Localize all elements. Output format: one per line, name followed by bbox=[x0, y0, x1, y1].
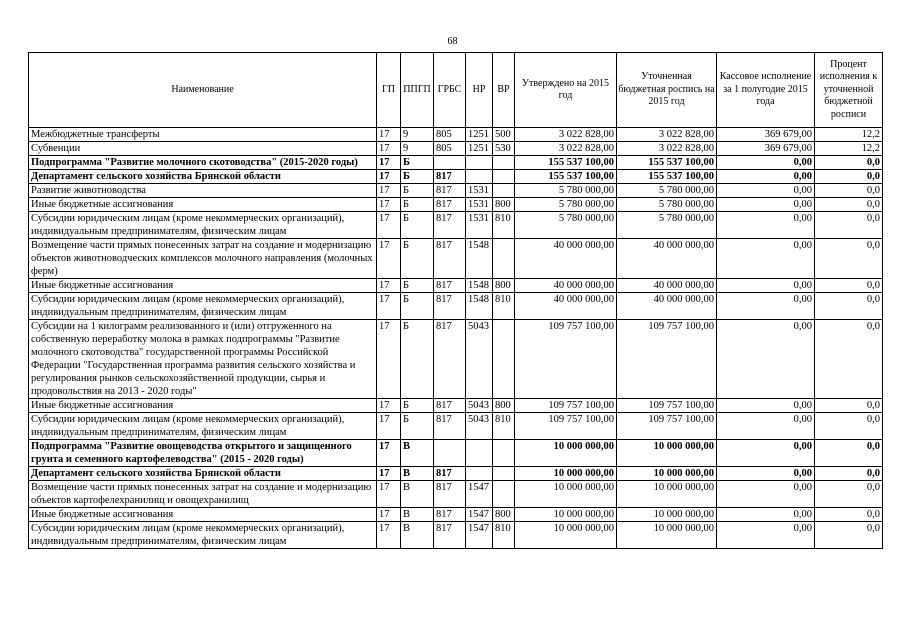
cell-name: Субвенции bbox=[29, 142, 377, 156]
cell-cash: 0,00 bbox=[717, 522, 815, 549]
cell-revised: 10 000 000,00 bbox=[617, 481, 717, 508]
cell-gp: 17 bbox=[377, 198, 401, 212]
table-row bbox=[29, 279, 883, 293]
cell-name: Иные бюджетные ассигнования bbox=[29, 198, 377, 212]
cell-ppgp: 9 bbox=[401, 142, 434, 156]
cell-vr bbox=[493, 320, 515, 399]
cell-cash: 369 679,00 bbox=[717, 128, 815, 142]
cell-percent: 0,0 bbox=[815, 508, 883, 522]
cell-cash: 0,00 bbox=[717, 399, 815, 413]
cell-grbs: 817 bbox=[434, 522, 466, 549]
cell-grbs: 817 bbox=[434, 467, 466, 481]
cell-ppgp: Б bbox=[401, 399, 434, 413]
table-row bbox=[29, 508, 883, 522]
cell-approved: 10 000 000,00 bbox=[515, 440, 617, 467]
cell-ppgp: В bbox=[401, 440, 434, 467]
cell-approved: 10 000 000,00 bbox=[515, 467, 617, 481]
cell-revised: 10 000 000,00 bbox=[617, 522, 717, 549]
cell-nr bbox=[466, 467, 493, 481]
header-vr: ВР bbox=[493, 53, 515, 128]
cell-revised: 10 000 000,00 bbox=[617, 467, 717, 481]
cell-revised: 40 000 000,00 bbox=[617, 293, 717, 320]
cell-nr bbox=[466, 440, 493, 467]
cell-name: Возмещение части прямых понесенных затрат на создание и модернизацию объектов животноводческих комплексов молочного направления (молочных ферм) bbox=[29, 239, 377, 279]
cell-gp: 17 bbox=[377, 212, 401, 239]
cell-percent: 0,0 bbox=[815, 239, 883, 279]
cell-grbs: 817 bbox=[434, 320, 466, 399]
cell-revised: 10 000 000,00 bbox=[617, 508, 717, 522]
cell-gp: 17 bbox=[377, 293, 401, 320]
budget-table bbox=[28, 52, 883, 549]
header-gp: ГП bbox=[377, 53, 401, 128]
table-row bbox=[29, 128, 883, 142]
cell-approved: 5 780 000,00 bbox=[515, 212, 617, 239]
cell-gp: 17 bbox=[377, 399, 401, 413]
table-row bbox=[29, 198, 883, 212]
cell-cash: 0,00 bbox=[717, 279, 815, 293]
cell-percent: 12,2 bbox=[815, 128, 883, 142]
table-row bbox=[29, 142, 883, 156]
cell-percent: 0,0 bbox=[815, 522, 883, 549]
cell-name: Межбюджетные трансферты bbox=[29, 128, 377, 142]
cell-percent: 0,0 bbox=[815, 399, 883, 413]
cell-vr: 500 bbox=[493, 128, 515, 142]
cell-name: Подпрограмма "Развитие овощеводства открытого и защищенного грунта и семенного картофелеводства" (2015 - 2020 годы) bbox=[29, 440, 377, 467]
header-nr: НР bbox=[466, 53, 493, 128]
cell-grbs: 817 bbox=[434, 239, 466, 279]
cell-nr: 1531 bbox=[466, 212, 493, 239]
cell-ppgp: Б bbox=[401, 198, 434, 212]
cell-revised: 109 757 100,00 bbox=[617, 320, 717, 399]
cell-nr: 5043 bbox=[466, 399, 493, 413]
cell-vr: 810 bbox=[493, 293, 515, 320]
table-row bbox=[29, 440, 883, 467]
cell-approved: 3 022 828,00 bbox=[515, 128, 617, 142]
cell-gp: 17 bbox=[377, 279, 401, 293]
cell-nr: 1531 bbox=[466, 184, 493, 198]
cell-approved: 40 000 000,00 bbox=[515, 293, 617, 320]
cell-vr: 530 bbox=[493, 142, 515, 156]
cell-approved: 155 537 100,00 bbox=[515, 170, 617, 184]
cell-percent: 0,0 bbox=[815, 156, 883, 170]
cell-nr: 5043 bbox=[466, 413, 493, 440]
cell-gp: 17 bbox=[377, 239, 401, 279]
table-header-row bbox=[29, 53, 883, 128]
cell-name: Субсидии юридическим лицам (кроме некоммерческих организаций), индивидуальным предпринимателям, физическим лицам bbox=[29, 293, 377, 320]
cell-gp: 17 bbox=[377, 481, 401, 508]
cell-nr bbox=[466, 170, 493, 184]
cell-cash: 0,00 bbox=[717, 156, 815, 170]
cell-approved: 109 757 100,00 bbox=[515, 399, 617, 413]
cell-ppgp: Б bbox=[401, 279, 434, 293]
cell-grbs: 817 bbox=[434, 279, 466, 293]
table-row bbox=[29, 399, 883, 413]
cell-ppgp: В bbox=[401, 481, 434, 508]
cell-cash: 0,00 bbox=[717, 293, 815, 320]
cell-percent: 0,0 bbox=[815, 440, 883, 467]
header-grbs: ГРБС bbox=[434, 53, 466, 128]
cell-nr: 1547 bbox=[466, 522, 493, 549]
cell-name: Иные бюджетные ассигнования bbox=[29, 279, 377, 293]
table-body bbox=[29, 128, 883, 549]
cell-percent: 0,0 bbox=[815, 279, 883, 293]
cell-revised: 155 537 100,00 bbox=[617, 156, 717, 170]
cell-vr bbox=[493, 467, 515, 481]
cell-vr: 800 bbox=[493, 508, 515, 522]
cell-grbs: 817 bbox=[434, 212, 466, 239]
table-row bbox=[29, 522, 883, 549]
table-row bbox=[29, 293, 883, 320]
cell-revised: 40 000 000,00 bbox=[617, 279, 717, 293]
cell-revised: 5 780 000,00 bbox=[617, 184, 717, 198]
cell-ppgp: В bbox=[401, 467, 434, 481]
cell-ppgp: Б bbox=[401, 413, 434, 440]
cell-approved: 10 000 000,00 bbox=[515, 508, 617, 522]
cell-vr: 810 bbox=[493, 413, 515, 440]
cell-nr bbox=[466, 156, 493, 170]
cell-revised: 3 022 828,00 bbox=[617, 128, 717, 142]
cell-cash: 0,00 bbox=[717, 198, 815, 212]
table-row bbox=[29, 481, 883, 508]
cell-grbs: 805 bbox=[434, 142, 466, 156]
cell-cash: 0,00 bbox=[717, 481, 815, 508]
cell-percent: 0,0 bbox=[815, 198, 883, 212]
cell-vr: 810 bbox=[493, 212, 515, 239]
cell-cash: 369 679,00 bbox=[717, 142, 815, 156]
header-name: Наименование bbox=[29, 53, 377, 128]
cell-cash: 0,00 bbox=[717, 212, 815, 239]
cell-cash: 0,00 bbox=[717, 508, 815, 522]
cell-cash: 0,00 bbox=[717, 170, 815, 184]
cell-nr: 1547 bbox=[466, 481, 493, 508]
table-row bbox=[29, 156, 883, 170]
cell-grbs: 817 bbox=[434, 413, 466, 440]
cell-vr bbox=[493, 481, 515, 508]
cell-cash: 0,00 bbox=[717, 184, 815, 198]
cell-name: Иные бюджетные ассигнования bbox=[29, 508, 377, 522]
cell-approved: 5 780 000,00 bbox=[515, 184, 617, 198]
header-revised: Уточненная бюджетная роспись на 2015 год bbox=[617, 53, 717, 128]
cell-revised: 40 000 000,00 bbox=[617, 239, 717, 279]
cell-percent: 0,0 bbox=[815, 467, 883, 481]
table-row bbox=[29, 212, 883, 239]
cell-percent: 0,0 bbox=[815, 184, 883, 198]
cell-name: Субсидии юридическим лицам (кроме некоммерческих организаций), индивидуальным предпринимателям, физическим лицам bbox=[29, 522, 377, 549]
cell-approved: 40 000 000,00 bbox=[515, 279, 617, 293]
cell-revised: 109 757 100,00 bbox=[617, 399, 717, 413]
cell-grbs: 817 bbox=[434, 481, 466, 508]
cell-percent: 0,0 bbox=[815, 170, 883, 184]
cell-percent: 0,0 bbox=[815, 413, 883, 440]
cell-name: Возмещение части прямых понесенных затрат на создание и модернизацию объектов картофелехранилищ и овощехранилищ bbox=[29, 481, 377, 508]
cell-gp: 17 bbox=[377, 440, 401, 467]
cell-vr: 800 bbox=[493, 399, 515, 413]
table-row bbox=[29, 170, 883, 184]
header-ppgp: ППГП bbox=[401, 53, 434, 128]
cell-nr: 5043 bbox=[466, 320, 493, 399]
cell-revised: 155 537 100,00 bbox=[617, 170, 717, 184]
cell-revised: 5 780 000,00 bbox=[617, 212, 717, 239]
cell-percent: 12,2 bbox=[815, 142, 883, 156]
cell-revised: 3 022 828,00 bbox=[617, 142, 717, 156]
cell-nr: 1548 bbox=[466, 279, 493, 293]
cell-ppgp: 9 bbox=[401, 128, 434, 142]
cell-name: Подпрограмма "Развитие молочного скотоводства" (2015-2020 годы) bbox=[29, 156, 377, 170]
cell-name: Иные бюджетные ассигнования bbox=[29, 399, 377, 413]
cell-revised: 5 780 000,00 bbox=[617, 198, 717, 212]
cell-approved: 109 757 100,00 bbox=[515, 413, 617, 440]
cell-gp: 17 bbox=[377, 467, 401, 481]
cell-percent: 0,0 bbox=[815, 320, 883, 399]
cell-grbs bbox=[434, 440, 466, 467]
cell-gp: 17 bbox=[377, 170, 401, 184]
cell-grbs bbox=[434, 156, 466, 170]
cell-nr: 1251 bbox=[466, 128, 493, 142]
cell-percent: 0,0 bbox=[815, 293, 883, 320]
cell-vr bbox=[493, 156, 515, 170]
cell-cash: 0,00 bbox=[717, 413, 815, 440]
cell-grbs: 817 bbox=[434, 198, 466, 212]
cell-approved: 109 757 100,00 bbox=[515, 320, 617, 399]
page-number: 68 bbox=[447, 36, 458, 47]
cell-ppgp: Б bbox=[401, 212, 434, 239]
cell-cash: 0,00 bbox=[717, 320, 815, 399]
cell-grbs: 817 bbox=[434, 399, 466, 413]
cell-nr: 1547 bbox=[466, 508, 493, 522]
cell-name: Субсидии юридическим лицам (кроме некоммерческих организаций), индивидуальным предпринимателям, физическим лицам bbox=[29, 413, 377, 440]
cell-approved: 40 000 000,00 bbox=[515, 239, 617, 279]
cell-approved: 3 022 828,00 bbox=[515, 142, 617, 156]
cell-gp: 17 bbox=[377, 508, 401, 522]
cell-revised: 10 000 000,00 bbox=[617, 440, 717, 467]
table-row bbox=[29, 467, 883, 481]
cell-grbs: 817 bbox=[434, 184, 466, 198]
cell-vr: 800 bbox=[493, 279, 515, 293]
cell-gp: 17 bbox=[377, 156, 401, 170]
cell-gp: 17 bbox=[377, 522, 401, 549]
table-row bbox=[29, 239, 883, 279]
cell-approved: 10 000 000,00 bbox=[515, 481, 617, 508]
cell-name: Департамент сельского хозяйства Брянской области bbox=[29, 467, 377, 481]
cell-approved: 10 000 000,00 bbox=[515, 522, 617, 549]
cell-cash: 0,00 bbox=[717, 440, 815, 467]
cell-name: Субсидии юридическим лицам (кроме некоммерческих организаций), индивидуальным предпринимателям, физическим лицам bbox=[29, 212, 377, 239]
cell-vr bbox=[493, 239, 515, 279]
header-percent: Процент исполнения к уточненной бюджетной росписи bbox=[815, 53, 883, 128]
cell-nr: 1531 bbox=[466, 198, 493, 212]
cell-grbs: 817 bbox=[434, 170, 466, 184]
cell-gp: 17 bbox=[377, 413, 401, 440]
cell-grbs: 817 bbox=[434, 508, 466, 522]
cell-ppgp: Б bbox=[401, 170, 434, 184]
table-row bbox=[29, 184, 883, 198]
cell-approved: 155 537 100,00 bbox=[515, 156, 617, 170]
table-row bbox=[29, 413, 883, 440]
cell-cash: 0,00 bbox=[717, 467, 815, 481]
cell-ppgp: Б bbox=[401, 293, 434, 320]
header-approved: Утверждено на 2015 год bbox=[515, 53, 617, 128]
cell-ppgp: Б bbox=[401, 156, 434, 170]
cell-revised: 109 757 100,00 bbox=[617, 413, 717, 440]
cell-name: Субсидии на 1 килограмм реализованного и (или) отгруженного на собственную переработку молока в рамках подпрограммы "Развитие молочного скотоводства" государственной программы Российской Федерации "Государственная программа развития сельского хозяйства и регулирования рынков сельскохозяйственной продукции, сырья и продовольствия на 2013 - 2020 годы" bbox=[29, 320, 377, 399]
cell-ppgp: Б bbox=[401, 239, 434, 279]
cell-vr bbox=[493, 440, 515, 467]
cell-cash: 0,00 bbox=[717, 239, 815, 279]
cell-name: Департамент сельского хозяйства Брянской области bbox=[29, 170, 377, 184]
cell-vr bbox=[493, 184, 515, 198]
cell-ppgp: В bbox=[401, 522, 434, 549]
header-cash: Кассовое исполнение за 1 полугодие 2015 года bbox=[717, 53, 815, 128]
cell-vr: 800 bbox=[493, 198, 515, 212]
cell-grbs: 817 bbox=[434, 293, 466, 320]
cell-gp: 17 bbox=[377, 320, 401, 399]
cell-ppgp: В bbox=[401, 508, 434, 522]
cell-gp: 17 bbox=[377, 184, 401, 198]
cell-vr bbox=[493, 170, 515, 184]
cell-gp: 17 bbox=[377, 128, 401, 142]
cell-approved: 5 780 000,00 bbox=[515, 198, 617, 212]
table-row bbox=[29, 320, 883, 399]
cell-name: Развитие животноводства bbox=[29, 184, 377, 198]
cell-nr: 1548 bbox=[466, 293, 493, 320]
cell-percent: 0,0 bbox=[815, 212, 883, 239]
cell-grbs: 805 bbox=[434, 128, 466, 142]
cell-percent: 0,0 bbox=[815, 481, 883, 508]
cell-ppgp: Б bbox=[401, 184, 434, 198]
cell-gp: 17 bbox=[377, 142, 401, 156]
cell-nr: 1548 bbox=[466, 239, 493, 279]
cell-ppgp: Б bbox=[401, 320, 434, 399]
cell-nr: 1251 bbox=[466, 142, 493, 156]
cell-vr: 810 bbox=[493, 522, 515, 549]
